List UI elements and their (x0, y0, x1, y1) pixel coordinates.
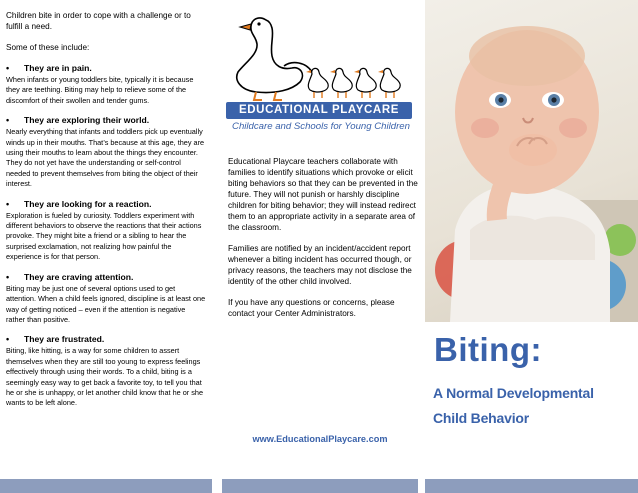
baby-image-icon (425, 0, 638, 322)
reason-section (6, 115, 206, 189)
bullet-icon: • (6, 63, 10, 73)
paragraph: Educational Playcare teachers collaborate with families to identify situations which provoke or elicit biting behaviors so that they can be prevented in the future. They will not punish or harshly discipline children for biting behavior; they will instead redirect them to an appropriate activity in a separate area of the classroom. (228, 157, 418, 232)
reason-body: Biting, like hitting, is a way for some children to assert themselves when they are still too young to express feelings effectively through using their words. To a child, biting is a seemingly easy way to get back a favorite toy, to tell you that he or she is unhappy, or let another child know that he or she wants to be left alone. (6, 346, 204, 408)
logo-name: EDUCATIONAL PLAYCARE (226, 102, 412, 119)
reason-section (6, 334, 206, 408)
reason-heading: They are frustrated. (24, 334, 105, 345)
logo (226, 6, 416, 146)
right-panel (425, 0, 638, 493)
reason-heading: They are looking for a reaction. (24, 198, 152, 209)
bottom-divider-bar (222, 479, 418, 493)
reason-body: Exploration is fueled by curiosity. Toddlers experiment with different behaviors to observe the reactions that their actions provoke. They might bite a friend or a sibling to hear the surprised exclamation, not realizing how painful the experience is for that person. (6, 210, 202, 262)
reason-section (6, 199, 206, 263)
reason-heading: They are exploring their world. (24, 115, 150, 126)
bottom-divider-bar (0, 479, 212, 493)
logo-tagline: Childcare and Schools for Young Children (232, 121, 410, 132)
left-panel (0, 0, 212, 493)
paragraph: Families are notified by an incident/accident report whenever a biting incident has occurred though, or privacy reasons, the teachers may not disclose the identity of the other child involved. (228, 244, 412, 286)
ducks-logo-icon (226, 6, 416, 106)
brochure-title: Biting: (434, 331, 542, 368)
intro-text: Children bite in order to cope with a challenge or to fulfill a need. (6, 11, 191, 31)
baby-photo (425, 0, 638, 322)
subtitle-line: A Normal Developmental (433, 385, 594, 401)
policy-text (228, 156, 418, 329)
reason-body: When infants or young toddlers bite, typically it is because they are teething. Biting may help to relieve some of the discomfort of their swollen and tender gums. (6, 75, 194, 105)
bullet-icon: • (6, 334, 10, 345)
bullet-icon: • (6, 198, 10, 209)
subtitle-line: Child Behavior (433, 410, 529, 426)
reason-heading: They are in pain. (24, 63, 92, 73)
paragraph: If you have any questions or concerns, please contact your Center Administrators. (228, 298, 395, 318)
reason-body: Biting may be just one of several options used to get attention. When a child feels ignored, discipline is at least one way of getting noticed – even if the attention is negative rather than positive. (6, 283, 206, 324)
some-include-text: Some of these include: (6, 43, 90, 52)
brochure-subtitle (433, 381, 638, 431)
reason-heading: They are craving attention. (24, 271, 134, 282)
website-link[interactable]: www.EducationalPlaycare.com (252, 434, 388, 444)
bullet-icon: • (6, 115, 10, 126)
reason-body: Nearly everything that infants and toddlers pick up eventually winds up in their mouths. That’s because at this age, they are using their mouths to learn about the things they encounter. They do not yet have the understanding or self-control needed to prevent themselves from biting the object of their interest. (6, 127, 205, 189)
reason-section (6, 272, 206, 326)
bottom-divider-bar (425, 479, 638, 493)
middle-panel (222, 0, 418, 493)
reason-section (6, 63, 206, 106)
bullet-icon: • (6, 271, 10, 282)
